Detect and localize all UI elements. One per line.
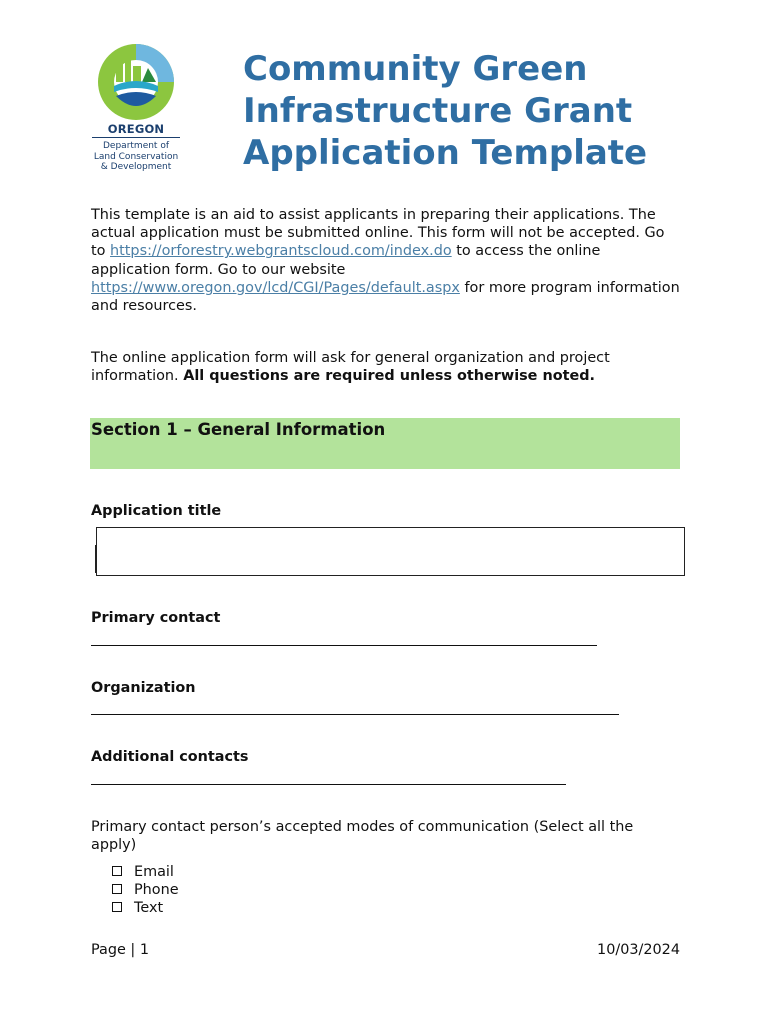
requirements-text: The online application form will ask for general organization and project information. [91,350,610,385]
oregon-emblem-icon [90,44,182,122]
primary-contact-line[interactable] [91,645,597,646]
program-website-link[interactable]: https://www.oregon.gov/lcd/CGI/Pages/default.aspx [91,279,460,296]
intro-text: to access the online application form. Go to our website [91,243,601,278]
title-line: Community Green [243,49,588,89]
organization-label: Organization [91,680,196,696]
section-title: Section 1 – General Information [91,420,386,439]
primary-contact-label: Primary contact [91,610,221,626]
option-text[interactable] [112,899,163,917]
section-header [90,418,680,469]
requirements-paragraph [91,349,681,385]
logo-dept-line: Land Conservation [93,151,179,162]
logo-dept-line: & Development [100,162,172,172]
intro-text: This template is an aid to assist applicants in preparing their applications. The actual application must be submitted online. This form will not be accepted. Go to [91,207,665,260]
organization-line[interactable] [91,714,619,715]
requirements-note: All questions are required unless otherwise noted. [183,368,595,385]
option-label: Text [134,900,164,916]
page-number: Page | 1 [91,942,149,958]
option-label: Phone [134,882,179,898]
application-title-label: Application title [91,503,222,519]
logo-dept-line: Department of [103,141,169,151]
checkbox-icon[interactable] [112,902,122,912]
additional-contacts-label: Additional contacts [91,749,249,765]
logo-name: OREGON [107,122,165,136]
title-line: Application Template [243,133,648,173]
webgrants-link[interactable]: https://orforestry.webgrantscloud.com/index.do [110,243,452,260]
page-title [243,48,713,174]
option-email[interactable] [112,863,174,881]
intro-paragraph [91,206,681,315]
title-line: Infrastructure Grant [243,91,633,131]
additional-contacts-line[interactable] [91,784,566,785]
footer-date: 10/03/2024 [597,942,680,958]
option-label: Email [134,864,174,880]
logo-divider [92,137,180,138]
application-title-input[interactable] [96,527,685,576]
option-phone[interactable] [112,881,179,899]
intro-text: for more program information and resources. [91,279,680,315]
communication-modes-question: Primary contact person’s accepted modes of communication (Select all the apply) [91,819,634,854]
logo-department [90,141,182,173]
checkbox-icon[interactable] [112,866,122,876]
oregon-dlcd-logo [90,44,182,176]
checkbox-icon[interactable] [112,884,122,894]
